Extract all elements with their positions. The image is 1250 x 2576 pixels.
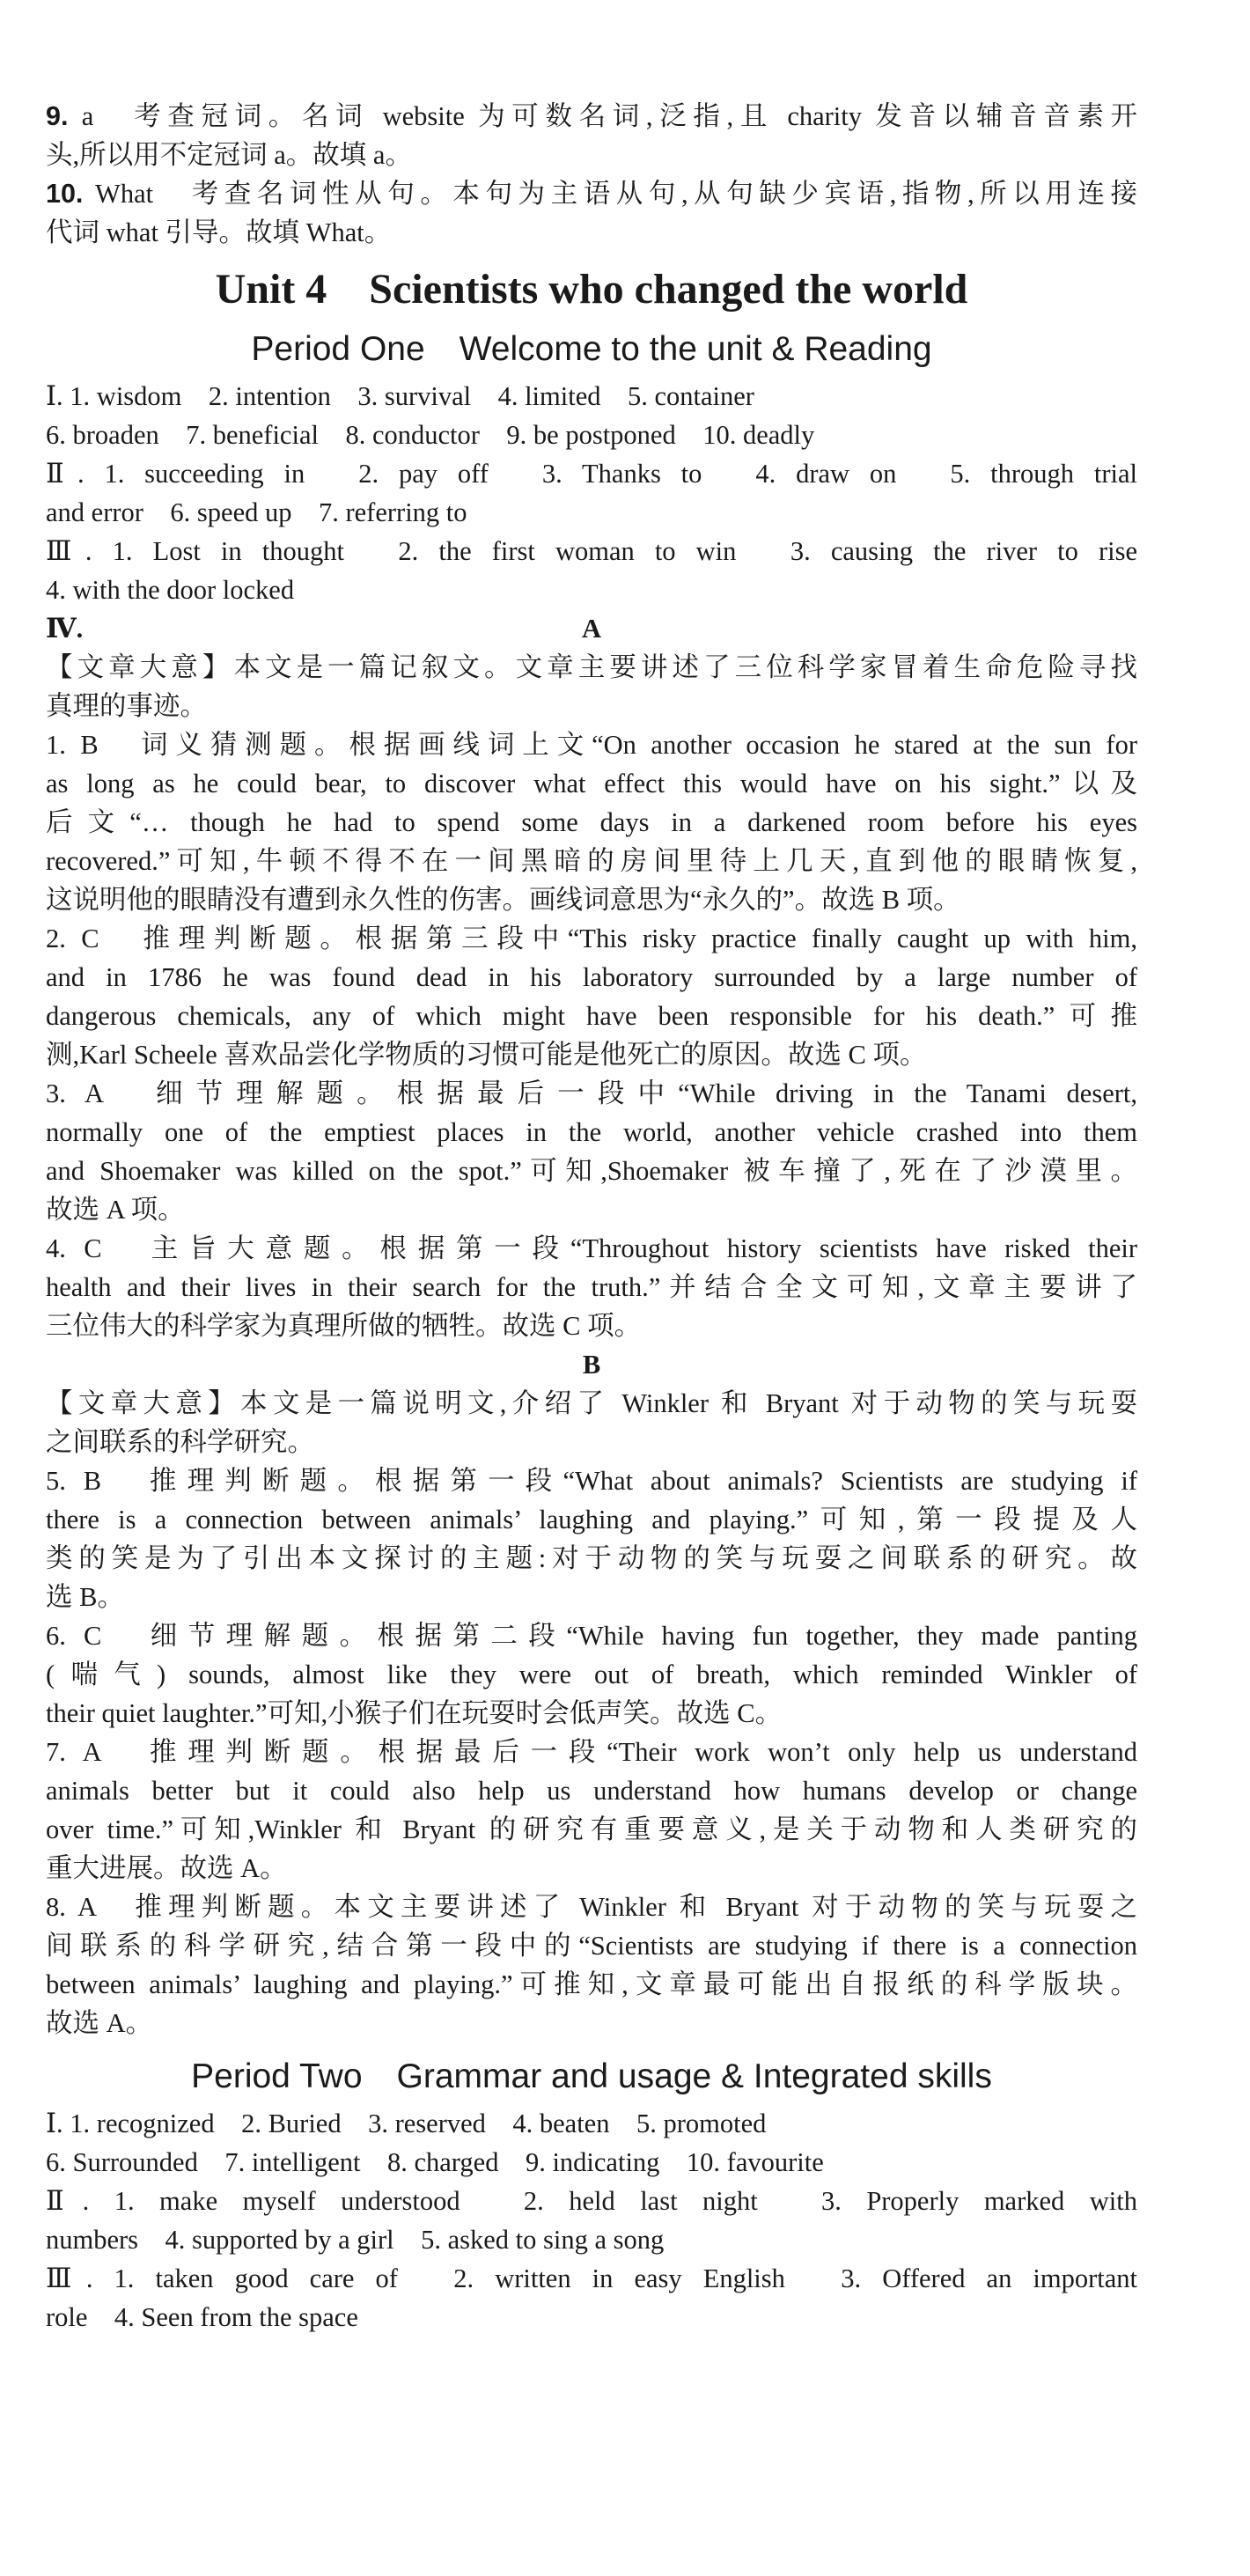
part-a-text: recovered.”可知,牛顿不得不在一间黑暗的房间里待上几天,直到他的眼睛恢复, (46, 846, 1137, 876)
part-a-text: 2. C 推理判断题。根据第三段中“This risky practice finally caught up with him, (46, 924, 1137, 953)
part-a-line (46, 1113, 1137, 1152)
period-two-line (46, 2143, 1137, 2182)
part-a-text: 这说明他的眼睛没有遭到永久性的伤害。画线词意思为“永久的”。故选 B 项。 (46, 885, 960, 915)
part-a-line (46, 1190, 1137, 1229)
part-a-line (46, 958, 1137, 997)
period-two-text: numbers 4. supported by a girl 5. asked to sing a song (46, 2225, 665, 2255)
part-a-text: and Shoemaker was killed on the spot.”可知,Shoemaker 被车撞了,死在了沙漠里。 (46, 1156, 1137, 1186)
part-a-line (46, 842, 1137, 880)
period-two-text: Ⅲ. 1. taken good care of 2. written in easy English 3. Offered an important (46, 2263, 1137, 2293)
intro-line (46, 213, 1137, 252)
part-a-line (46, 725, 1137, 764)
part-b-text: 类的笑是为了引出本文探讨的主题:对于动物的笑与玩耍之间联系的研究。故 (46, 1543, 1137, 1573)
part-b-text: 7. A 推理判断题。根据最后一段“Their work won’t only help us understand (46, 1737, 1137, 1767)
part-b-line (46, 1578, 1137, 1616)
part-a-line (46, 1229, 1137, 1268)
intro-line (46, 174, 1137, 213)
part-a-text: normally one of the emptiest places in the world, another vehicle crashed into them (46, 1117, 1137, 1147)
part-a-text: health and their lives in their search for the truth.”并结合全文可知,文章主要讲了 (46, 1272, 1137, 1302)
period-one-line (46, 416, 1137, 454)
period-one-line (46, 493, 1137, 532)
intro-line (46, 97, 1137, 136)
part-a-text: as long as he could bear, to discover what effect this would have on his sight.”以及 (46, 769, 1137, 799)
part-a-line (46, 648, 1137, 687)
part-b-text: there is a connection between animals’ laughing and playing.”可知,第一段提及人 (46, 1505, 1137, 1535)
answer-page (46, 97, 1137, 2337)
previous-answers (46, 97, 1137, 252)
part-b-line (46, 1539, 1137, 1578)
part-a-text: 故选 A 项。 (46, 1195, 185, 1225)
period-one-text: 4. with the door locked (46, 575, 295, 605)
period-two-text: Ⅱ. 1. make myself understood 2. held last night 3. Properly marked with (46, 2186, 1137, 2216)
part-a-text: 3. A 细节理解题。根据最后一段中“While driving in the Tanami desert, (46, 1078, 1137, 1108)
part-b-text: their quiet laughter.”可知,小猴子们在玩耍时会低声笑。故选 C。 (46, 1698, 783, 1728)
intro-text: a 考查冠词。名词 website 为可数名词,泛指,且 charity 发音以辅音音素开 (68, 101, 1137, 131)
part-a-text: dangerous chemicals, any of which might have been responsible for his death.”可推 (46, 1001, 1137, 1031)
part-b-text: 【文章大意】本文是一篇说明文,介绍了 Winkler 和 Bryant 对于动物的笑与玩耍 (46, 1388, 1137, 1418)
part-b-line (46, 1733, 1137, 1771)
part-b-text: animals better but it could also help us understand how humans develop or change (46, 1776, 1137, 1806)
part-a-line (46, 880, 1137, 919)
part-a-line (46, 1074, 1137, 1113)
part-b-text: 故选 A。 (46, 2008, 153, 2038)
period-one-vocabulary (46, 377, 1137, 609)
period-one-text: and error 6. speed up 7. referring to (46, 497, 467, 527)
part-b-line (46, 1616, 1137, 1655)
period-one-text: Ⅰ. 1. wisdom 2. intention 3. survival 4. limited 5. container (46, 381, 754, 411)
part-a-text: 真理的事迹。 (46, 691, 207, 721)
part-b-line (46, 1810, 1137, 1849)
part-b-text: 8. A 推理判断题。本文主要讲述了 Winkler 和 Bryant 对于动物的笑与玩耍之 (46, 1892, 1137, 1922)
period-two-text: role 4. Seen from the space (46, 2302, 358, 2332)
part-b-line (46, 1384, 1137, 1423)
period-one-text: Ⅲ. 1. Lost in thought 2. the first woman to win 3. causing the river to rise (46, 536, 1137, 566)
part-b-line (46, 1965, 1137, 2004)
part-b-text: over time.”可知,Winkler 和 Bryant 的研究有重要意义,是关于动物和人类研究的 (46, 1814, 1137, 1844)
period-two-line (46, 2182, 1137, 2220)
period-two-line (46, 2220, 1137, 2259)
period-two-title: Period Two Grammar and usage & Integrated skills (191, 2057, 992, 2095)
section-four-label: Ⅳ. (46, 614, 84, 644)
period-two-line (46, 2104, 1137, 2143)
intro-text: 代词 what 引导。故填 What。 (46, 217, 392, 247)
part-b-text: 5. B 推理判断题。根据第一段“What about animals? Scientists are studying if (46, 1466, 1137, 1496)
period-one-line (46, 454, 1137, 493)
period-one-text: 6. broaden 7. beneficial 8. conductor 9. be postponed 10. deadly (46, 420, 815, 450)
reading-part-b (46, 1384, 1137, 2042)
part-a-line (46, 997, 1137, 1035)
period-one-line (46, 532, 1137, 570)
part-b-text: 6. C 细节理解题。根据第二段“While having fun together, they made panting (46, 1621, 1137, 1651)
part-a-line (46, 687, 1137, 725)
part-b-line (46, 1655, 1137, 1694)
part-a-line (46, 803, 1137, 842)
period-two-answers (46, 2104, 1137, 2337)
part-a-line (46, 764, 1137, 803)
part-a-label: A (581, 614, 602, 644)
intro-line (46, 136, 1137, 174)
question-number: 10. (46, 179, 84, 209)
part-a-text: 三位伟大的科学家为真理所做的牺牲。故选 C 项。 (46, 1311, 642, 1341)
part-b-line (46, 1771, 1137, 1810)
part-a-line (46, 919, 1137, 958)
part-b-line (46, 1423, 1137, 1461)
period-one-text: Ⅱ. 1. succeeding in 2. pay off 3. Thanks to 4. draw on 5. through trial (46, 459, 1137, 489)
part-a-text: 测,Karl Scheele 喜欢品尝化学物质的习惯可能是他死亡的原因。故选 C 项。 (46, 1040, 927, 1070)
unit-title: Unit 4 Scientists who changed the world (215, 266, 968, 313)
part-b-line (46, 1500, 1137, 1539)
section-four-header (46, 609, 1137, 648)
part-a-text: 4. C 主旨大意题。根据第一段“Throughout history scientists have risked their (46, 1233, 1137, 1263)
reading-part-a (46, 648, 1137, 1345)
period-one-title: Period One Welcome to the unit & Reading (251, 330, 932, 368)
part-b-line (46, 1461, 1137, 1500)
part-b-label: B (582, 1350, 601, 1380)
part-b-text: 间联系的科学研究,结合第一段中的“Scientists are studying if there is a connection (46, 1931, 1137, 1961)
part-b-line (46, 1926, 1137, 1965)
part-a-text: and in 1786 he was found dead in his laboratory surrounded by a large number of (46, 962, 1137, 992)
part-b-text: 选 B。 (46, 1582, 124, 1612)
part-a-line (46, 1035, 1137, 1074)
intro-text: 头,所以用不定冠词 a。故填 a。 (46, 140, 412, 170)
part-b-line (46, 1888, 1137, 1926)
part-a-line (46, 1306, 1137, 1345)
part-a-text: 【文章大意】本文是一篇记叙文。文章主要讲述了三位科学家冒着生命危险寻找 (46, 652, 1137, 682)
period-two-text: 6. Surrounded 7. intelligent 8. charged 9. indicating 10. favourite (46, 2147, 824, 2177)
part-a-text: 后文“… though he had to spend some days in a darkened room before his eyes (46, 807, 1137, 837)
part-b-text: between animals’ laughing and playing.”可推知,文章最可能出自报纸的科学版块。 (46, 1969, 1137, 1999)
part-b-text: 重大进展。故选 A。 (46, 1853, 287, 1883)
intro-text: What 考查名词性从句。本句为主语从句,从句缺少宾语,指物,所以用连接 (83, 179, 1137, 209)
part-b-line (46, 1694, 1137, 1733)
part-a-line (46, 1152, 1137, 1190)
period-one-line (46, 377, 1137, 416)
question-number: 9. (46, 101, 69, 131)
part-b-line (46, 2004, 1137, 2042)
period-one-line (46, 570, 1137, 609)
period-two-text: Ⅰ. 1. recognized 2. Buried 3. reserved 4. beaten 5. promoted (46, 2109, 767, 2138)
period-two-line (46, 2298, 1137, 2337)
part-a-line (46, 1268, 1137, 1306)
part-b-line (46, 1849, 1137, 1888)
part-b-text: (喘气) sounds, almost like they were out of breath, which reminded Winkler of (46, 1660, 1137, 1689)
part-a-text: 1. B 词义猜测题。根据画线词上文“On another occasion he stared at the sun for (46, 730, 1137, 760)
part-b-text: 之间联系的科学研究。 (46, 1427, 314, 1457)
period-two-line (46, 2259, 1137, 2298)
